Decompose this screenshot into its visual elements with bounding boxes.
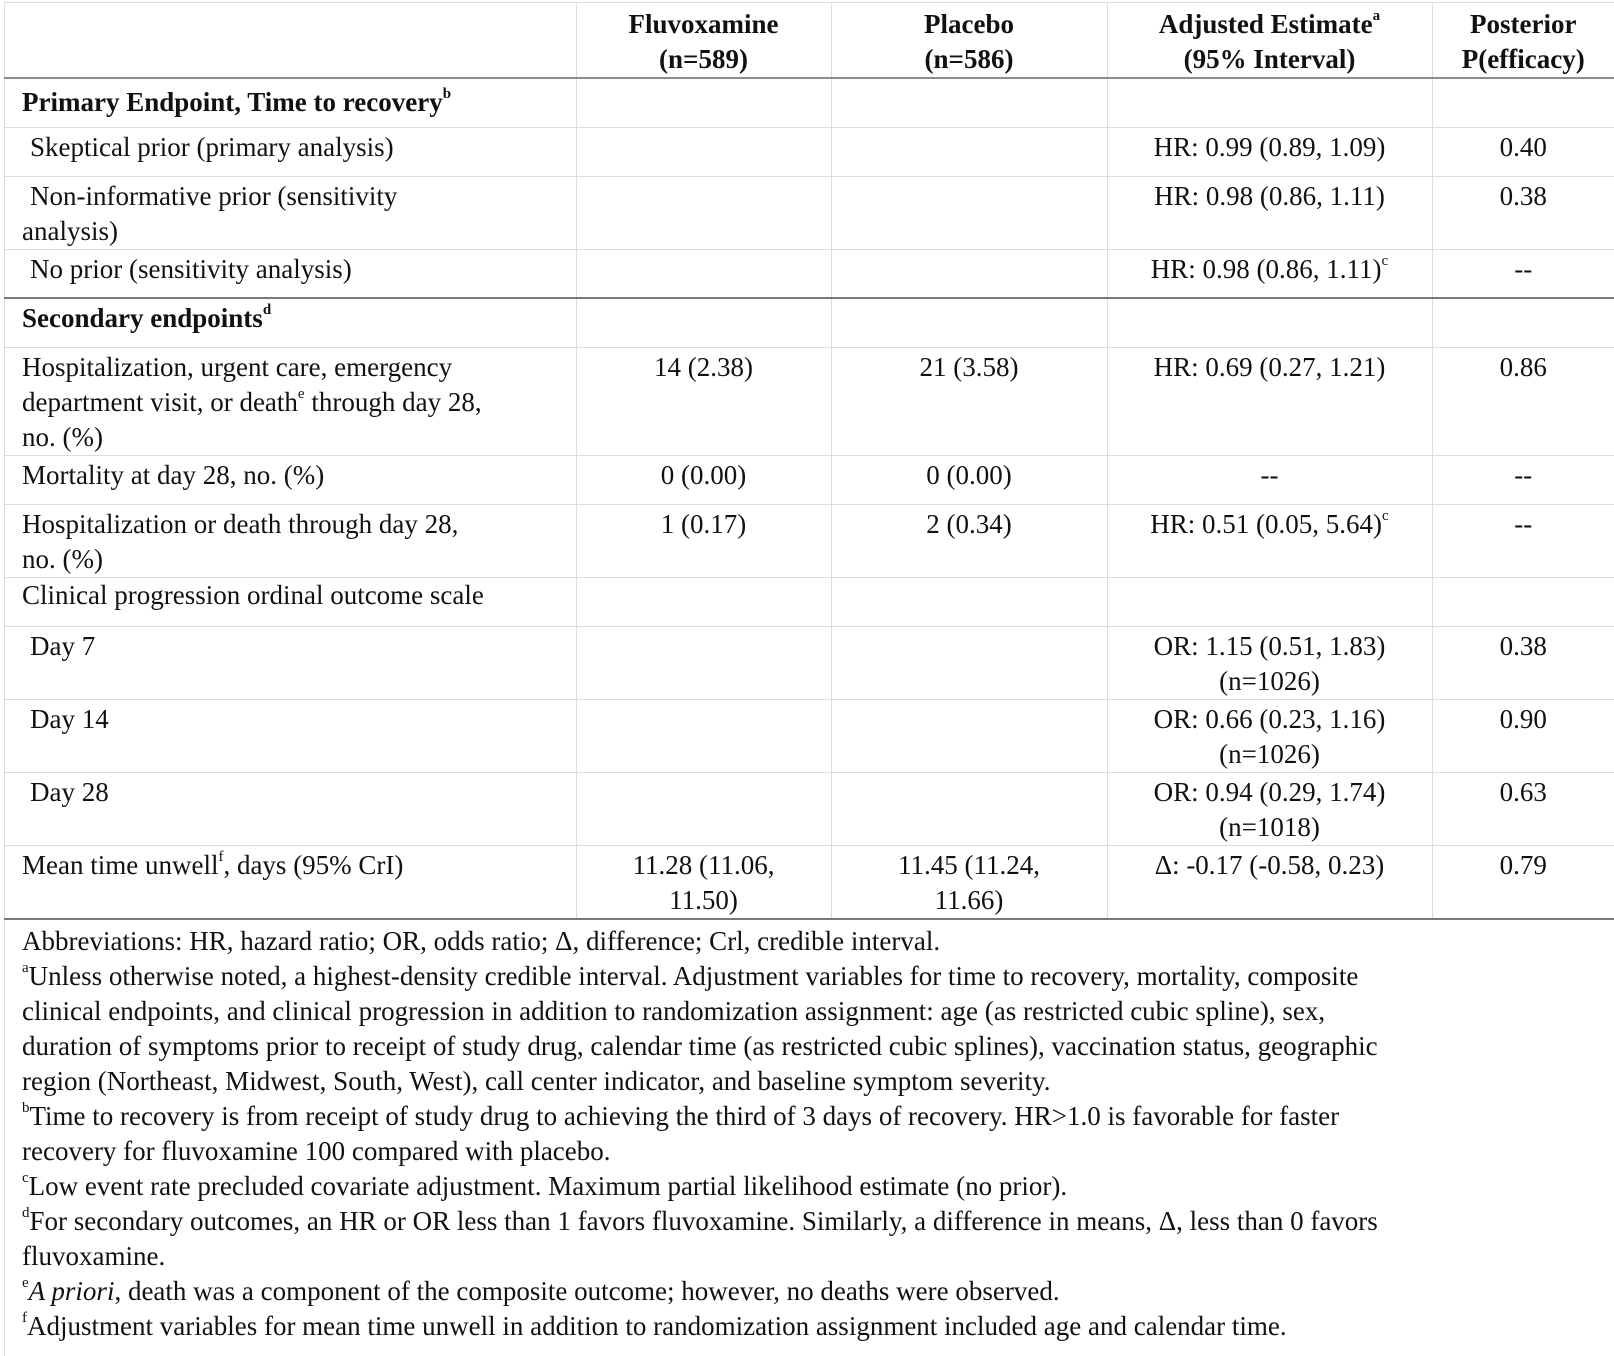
table-row — [4, 127, 1614, 176]
placebo-cell — [831, 845, 1107, 919]
cell-text: 21 (3.58) — [919, 351, 1019, 382]
estimate-cell — [1107, 455, 1432, 504]
header-estimate-interval: (95% Interval) — [1183, 44, 1356, 74]
section-row-secondary — [4, 298, 1614, 347]
value-line: 11.45 (11.24, — [898, 849, 1040, 880]
cell-text: 0.40 — [1499, 131, 1547, 162]
section-title-text: Primary Endpoint, Time to recovery — [22, 87, 443, 117]
cell-text: -- — [1514, 508, 1533, 539]
empty-cell — [831, 577, 1107, 626]
empty-cell — [576, 772, 831, 845]
fluvoxamine-cell — [576, 455, 831, 504]
footnote-line: Time to recovery is from receipt of study drug to achieving the third of 3 days of recovery. HR>1.0 is favorable for faster — [29, 1100, 1340, 1131]
header-fluvoxamine-label: Fluvoxamine — [628, 9, 779, 39]
estimate-cell — [1107, 176, 1432, 249]
cell-text: 0.90 — [1499, 703, 1547, 734]
empty-cell — [831, 249, 1107, 298]
cell-text: 14 (2.38) — [654, 351, 753, 382]
footnote-mark: e — [22, 1274, 29, 1291]
cell-text: Clinical progression ordinal outcome scale — [22, 579, 484, 610]
estimate-cell — [1107, 347, 1432, 455]
posterior-cell — [1432, 455, 1614, 504]
empty-cell — [831, 176, 1107, 249]
footnote-c — [22, 1169, 1582, 1204]
estimate-n: (n=1026) — [1219, 665, 1320, 696]
cell-text: 0.86 — [1499, 351, 1547, 382]
table-row — [4, 577, 1614, 626]
footnote-mark: d — [22, 1204, 30, 1221]
cell-text: Day 28 — [30, 776, 109, 807]
table-row — [4, 699, 1614, 772]
placebo-cell — [831, 455, 1107, 504]
row-label — [4, 127, 576, 176]
cell-text: Day 14 — [30, 703, 109, 734]
estimate-cell — [1107, 127, 1432, 176]
row-label — [4, 455, 576, 504]
row-label-ordinal — [4, 577, 576, 626]
section-title-text: Secondary endpoints — [22, 303, 263, 333]
footnote-line: Unless otherwise noted, a highest-density credible interval. Adjustment variables for time to recovery, mortality, composite — [28, 960, 1359, 991]
footnote-mark: a — [1372, 8, 1381, 24]
row-label — [4, 772, 576, 845]
estimate-n: (n=1026) — [1219, 738, 1320, 769]
row-label-line: , days (95% CrI) — [223, 849, 404, 880]
footnote-f — [22, 1309, 1582, 1344]
estimate-cell — [1107, 699, 1432, 772]
footnote-line: region (Northeast, Midwest, South, West), call center indicator, and baseline symptom severity. — [22, 1065, 1051, 1096]
row-label-line: no. (%) — [22, 421, 103, 452]
estimate-cell — [1107, 626, 1432, 699]
header-fluvoxamine — [576, 3, 831, 79]
cell-text: Skeptical prior (primary analysis) — [30, 131, 394, 162]
table-row — [4, 626, 1614, 699]
footnotes — [4, 920, 1582, 1344]
header-placebo — [831, 3, 1107, 79]
footnote-line: fluvoxamine. — [22, 1240, 166, 1271]
row-label-line: analysis) — [22, 215, 118, 246]
empty-cell — [831, 626, 1107, 699]
empty-cell — [576, 176, 831, 249]
footnote-mark: c — [22, 1169, 29, 1186]
results-document — [4, 2, 1614, 1344]
estimate-text: OR: 0.94 (0.29, 1.74) — [1153, 776, 1386, 807]
footnote-d — [22, 1204, 1582, 1274]
row-label — [4, 176, 576, 249]
posterior-cell — [1432, 249, 1614, 298]
cell-text: No prior (sensitivity analysis) — [30, 253, 352, 284]
posterior-cell — [1432, 699, 1614, 772]
posterior-cell — [1432, 772, 1614, 845]
value-line: 11.50) — [669, 884, 738, 915]
cell-text: 0.38 — [1499, 630, 1547, 661]
table-row — [4, 176, 1614, 249]
row-label — [4, 699, 576, 772]
value-line: 11.28 (11.06, — [632, 849, 775, 880]
empty-cell — [1432, 78, 1614, 127]
table-row — [4, 845, 1614, 919]
row-label — [4, 249, 576, 298]
results-table — [4, 2, 1614, 920]
empty-cell — [576, 699, 831, 772]
empty-cell — [1107, 577, 1432, 626]
table-row — [4, 772, 1614, 845]
row-label — [4, 626, 576, 699]
empty-cell — [576, 249, 831, 298]
empty-cell — [1107, 298, 1432, 347]
footnote-line: Low event rate precluded covariate adjustment. Maximum partial likelihood estimate (no prior). — [28, 1170, 1068, 1201]
cell-text: Δ: -0.17 (-0.58, 0.23) — [1154, 849, 1385, 880]
section-title-secondary — [4, 298, 576, 347]
empty-cell — [576, 298, 831, 347]
header-posterior-label: Posterior — [1470, 9, 1577, 39]
header-placebo-label: Placebo — [924, 9, 1014, 39]
header-estimate-label: Adjusted Estimate — [1158, 9, 1373, 39]
header-blank — [4, 3, 576, 79]
footnote-mark: d — [262, 302, 272, 318]
cell-text: HR: 0.98 (0.86, 1.11) — [1154, 180, 1385, 211]
cell-text: 0 (0.00) — [926, 459, 1012, 490]
estimate-text: OR: 0.66 (0.23, 1.16) — [1153, 703, 1386, 734]
table-row — [4, 455, 1614, 504]
cell-text: 0.79 — [1499, 849, 1547, 880]
empty-cell — [1107, 78, 1432, 127]
section-row-primary — [4, 78, 1614, 127]
estimate-text: OR: 1.15 (0.51, 1.83) — [1153, 630, 1386, 661]
empty-cell — [831, 699, 1107, 772]
footnote-line: , death was a component of the composite outcome; however, no deaths were observed. — [114, 1275, 1060, 1306]
empty-cell — [576, 577, 831, 626]
footnote-line: clinical endpoints, and clinical progression in addition to randomization assignment: age (as restricted cubic spline), sex, — [22, 995, 1326, 1026]
footnote-italic: A priori — [28, 1275, 115, 1306]
posterior-cell — [1432, 176, 1614, 249]
estimate-cell — [1107, 249, 1432, 298]
footnote-mark: f — [22, 1309, 27, 1326]
cell-text: HR: 0.69 (0.27, 1.21) — [1153, 351, 1386, 382]
row-label — [4, 347, 576, 455]
footnote-mark: a — [22, 959, 29, 976]
placebo-cell — [831, 504, 1107, 577]
row-label-line: Non-informative prior (sensitivity — [30, 180, 398, 211]
estimate-cell — [1107, 772, 1432, 845]
table-row — [4, 347, 1614, 455]
posterior-cell — [1432, 127, 1614, 176]
header-fluvoxamine-n: (n=589) — [659, 44, 748, 74]
footnote-b — [22, 1099, 1582, 1169]
empty-cell — [831, 78, 1107, 127]
footnote-line: For secondary outcomes, an HR or OR less than 1 favors fluvoxamine. Similarly, a difference in means, Δ, less than 0 favors — [29, 1205, 1378, 1236]
header-posterior — [1432, 3, 1614, 79]
footnote-mark: f — [218, 848, 224, 865]
section-title-primary — [4, 78, 576, 127]
cell-text: Mortality at day 28, no. (%) — [22, 459, 325, 490]
cell-text: -- — [1514, 459, 1533, 490]
empty-cell — [831, 127, 1107, 176]
cell-text: 1 (0.17) — [660, 508, 747, 539]
estimate-n: (n=1018) — [1219, 811, 1320, 842]
cell-text: -- — [1260, 459, 1279, 490]
row-label — [4, 845, 576, 919]
empty-cell — [576, 78, 831, 127]
table-row — [4, 504, 1614, 577]
posterior-cell — [1432, 845, 1614, 919]
cell-text: Day 7 — [30, 630, 96, 661]
footnote-line: Adjustment variables for mean time unwell in addition to randomization assignment included age and calendar time. — [27, 1310, 1287, 1341]
value-line: 11.66) — [934, 884, 1004, 915]
fluvoxamine-cell — [576, 347, 831, 455]
posterior-cell — [1432, 504, 1614, 577]
row-label-line: department visit, or death — [22, 386, 298, 417]
footnote-line: duration of symptoms prior to receipt of study drug, calendar time (as restricted cubic splines), vaccination status, geographic — [22, 1030, 1378, 1061]
estimate-cell — [1107, 504, 1432, 577]
row-label-line: no. (%) — [22, 543, 103, 574]
empty-cell — [576, 127, 831, 176]
fluvoxamine-cell — [576, 845, 831, 919]
header-row — [4, 3, 1614, 79]
footnote-mark: c — [1381, 252, 1389, 269]
empty-cell — [831, 298, 1107, 347]
posterior-cell — [1432, 347, 1614, 455]
footnote-mark: b — [442, 86, 452, 102]
empty-cell — [576, 626, 831, 699]
empty-cell — [1432, 577, 1614, 626]
cell-text: 2 (0.34) — [926, 508, 1012, 539]
row-label-line: Hospitalization or death through day 28, — [22, 508, 459, 539]
cell-text: 0 (0.00) — [660, 459, 747, 490]
table-row — [4, 249, 1614, 298]
header-posterior-sub: P(efficacy) — [1461, 44, 1585, 74]
footnote-line: recovery for fluvoxamine 100 compared with placebo. — [22, 1135, 611, 1166]
estimate-text: HR: 0.98 (0.86, 1.11) — [1150, 253, 1382, 284]
footnote-e — [22, 1274, 1582, 1309]
cell-text: HR: 0.99 (0.89, 1.09) — [1153, 131, 1386, 162]
cell-text: -- — [1514, 253, 1533, 284]
estimate-text: HR: 0.51 (0.05, 5.64) — [1150, 508, 1383, 539]
footnote-mark: b — [22, 1099, 30, 1116]
footnote-mark: c — [1382, 507, 1389, 524]
empty-cell — [1432, 298, 1614, 347]
cell-text: 0.63 — [1499, 776, 1547, 807]
cell-text: 0.38 — [1499, 180, 1547, 211]
header-estimate — [1107, 3, 1432, 79]
row-label-line: Hospitalization, urgent care, emergency — [22, 351, 453, 382]
row-label — [4, 504, 576, 577]
estimate-cell — [1107, 845, 1432, 919]
footnote-abbreviations: Abbreviations: HR, hazard ratio; OR, odds ratio; Δ, difference; Crl, credible interval. — [22, 925, 941, 956]
empty-cell — [831, 772, 1107, 845]
row-label-line: Mean time unwell — [22, 849, 219, 880]
footnote-a — [22, 959, 1582, 1099]
placebo-cell — [831, 347, 1107, 455]
fluvoxamine-cell — [576, 504, 831, 577]
posterior-cell — [1432, 626, 1614, 699]
footnote-mark: e — [297, 385, 305, 402]
header-placebo-n: (n=586) — [924, 44, 1014, 74]
row-label-line: through day 28, — [304, 386, 482, 417]
